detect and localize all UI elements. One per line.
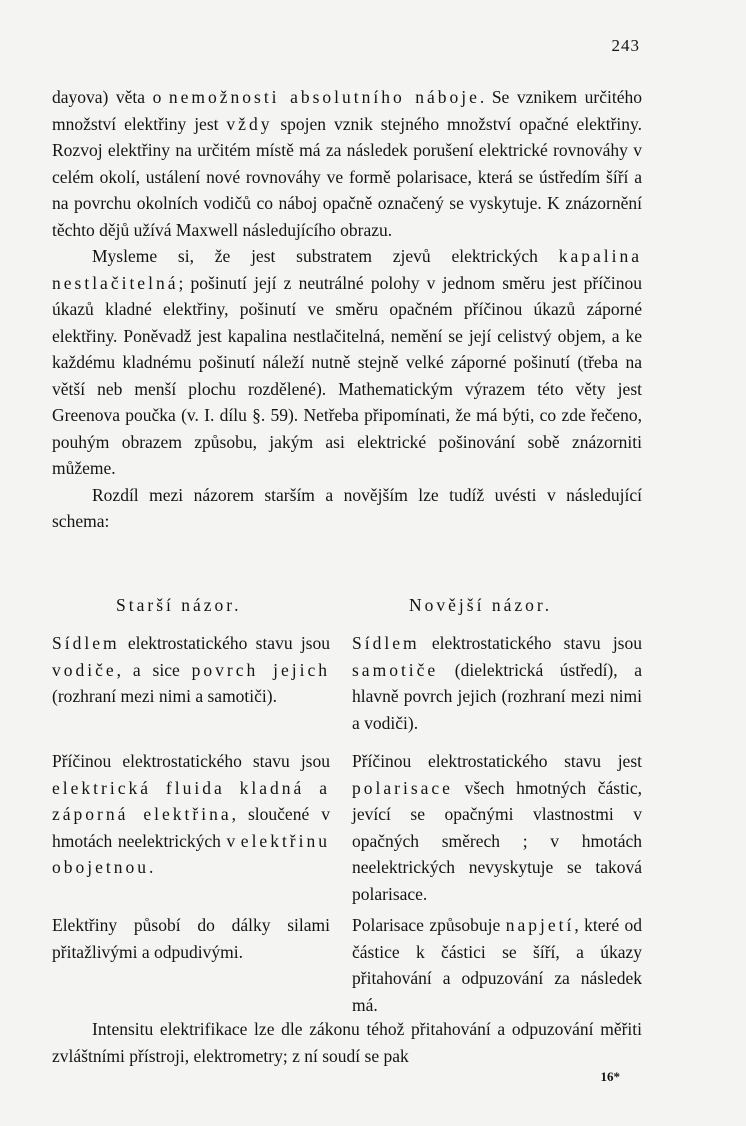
emphasis: kapalina nestlačitelná [52, 246, 642, 293]
emphasis: elektřinu obojetnou [52, 830, 330, 877]
text-run: . Se vznikem určitého množství elektřiny jest [52, 87, 642, 134]
older-row-2 [52, 748, 330, 881]
text-run: , které od částice k částici se šíří, a úkazy přitahování a odpuzování za následek má. [352, 915, 642, 1015]
paragraph-2 [52, 243, 642, 482]
emphasis: polarisace [352, 777, 453, 798]
emphasis: Sídlem [352, 633, 420, 653]
text-run: Příčinou elektrostatického stavu jsou [52, 751, 330, 771]
text-run: , sloučené v hmotách neelektrických v [52, 804, 330, 851]
older-row-1 [52, 630, 330, 710]
text-run: Polarisace způsobuje [352, 915, 506, 935]
page-number: 243 [611, 36, 640, 55]
emphasis: samotiče [352, 659, 439, 680]
emphasis: povrch jejich [191, 659, 331, 680]
paragraph-3: Rozdíl mezi názorem starším a novějším lze tudíž uvésti v následující schema: [52, 484, 642, 531]
text-run: spojen vznik stejného množství opačné elektřiny. Rozvoj elektřiny na určitém místě má za následek porušení elektrické rovnováhy v celém okolí, ustálení nové rovnováhy ve formě polarisace, která se ústředím šíří a na povrchu okolních vodičů co náboj opačně označený se vyskytuje. K znázornění těchto dějů užívá Maxwell následujícího obrazu. [52, 113, 642, 240]
paragraph-4-text: Intensitu elektrifikace lze dle zákonu téhož přitahování a odpuzování měřiti zvláštními přístroji, elektrometry; z ní soudí se pak [52, 1019, 642, 1066]
newer-row-3 [352, 912, 642, 1018]
emphasis: napjetí [505, 915, 575, 935]
text-run: ; pošinutí její z neutrálné polohy v jednom směru jest příčinou úkazů kladné elektřiny, pošinutí ve směru opačném příčinou úkazů záporné elektřiny. Poněvadž jest kapalina nestlačitelná, nemění se její celistvý objem, a ke každému kladnému pošinutí náleží nutně stejně velké záporné pošinutí (třeba na větší neb menší plochu rozdělené). Mathematickým výrazem této věty jest Greenova poučka (v. I. dílu §. 59). Netřeba připomínati, že má býti, co zde řečeno, pouhým obrazem způsobu, jakým asi elektrické pošinování sobě znázorniti můžeme. [52, 272, 642, 478]
text-run: , a sice [116, 659, 192, 680]
older-row-3: Elektřiny působí do dálky silami přitažlivými a odpudivými. [52, 915, 330, 962]
text-run: Mysleme si, že jest substratem zjevů elektrických [92, 246, 559, 266]
text-run: . [149, 857, 154, 877]
text-run: elektrostatického stavu jsou [419, 633, 642, 653]
text-run: (dielektrická ústředí), a hlavně povrch jejich (rozhraní mezi nimi a vodiči). [352, 659, 642, 733]
signature-mark: 16* [600, 1069, 620, 1084]
text-run: dayova) věta o [52, 87, 169, 107]
text-run: všech hmotných částic, jevící se opačnými vlastnostmi v opačných směrech ; v hmotách neelektrických nevyskytuje se taková polarisace. [352, 777, 642, 904]
column-heading-older: Starší názor. [116, 595, 242, 615]
newer-row-1 [352, 630, 642, 736]
emphasis: Sídlem [52, 633, 120, 653]
newer-row-2 [352, 748, 642, 907]
emphasis: elektrická fluida kladná a záporná elektřina [52, 777, 330, 824]
text-run: (rozhraní mezi nimi a samotiči). [52, 686, 277, 706]
body-text [52, 84, 642, 535]
emphasis: vodiče [52, 659, 117, 680]
paragraph-1 [52, 84, 642, 243]
text-run: elektrostatického stavu jsou [119, 633, 330, 653]
column-heading-newer: Novější názor. [409, 595, 553, 615]
emphasis: vždy [226, 113, 273, 134]
text-run: Příčinou elektrostatického stavu jest [352, 751, 642, 771]
emphasis: nemožnosti absolutního náboje [168, 87, 480, 107]
paragraph-4 [52, 1016, 642, 1069]
